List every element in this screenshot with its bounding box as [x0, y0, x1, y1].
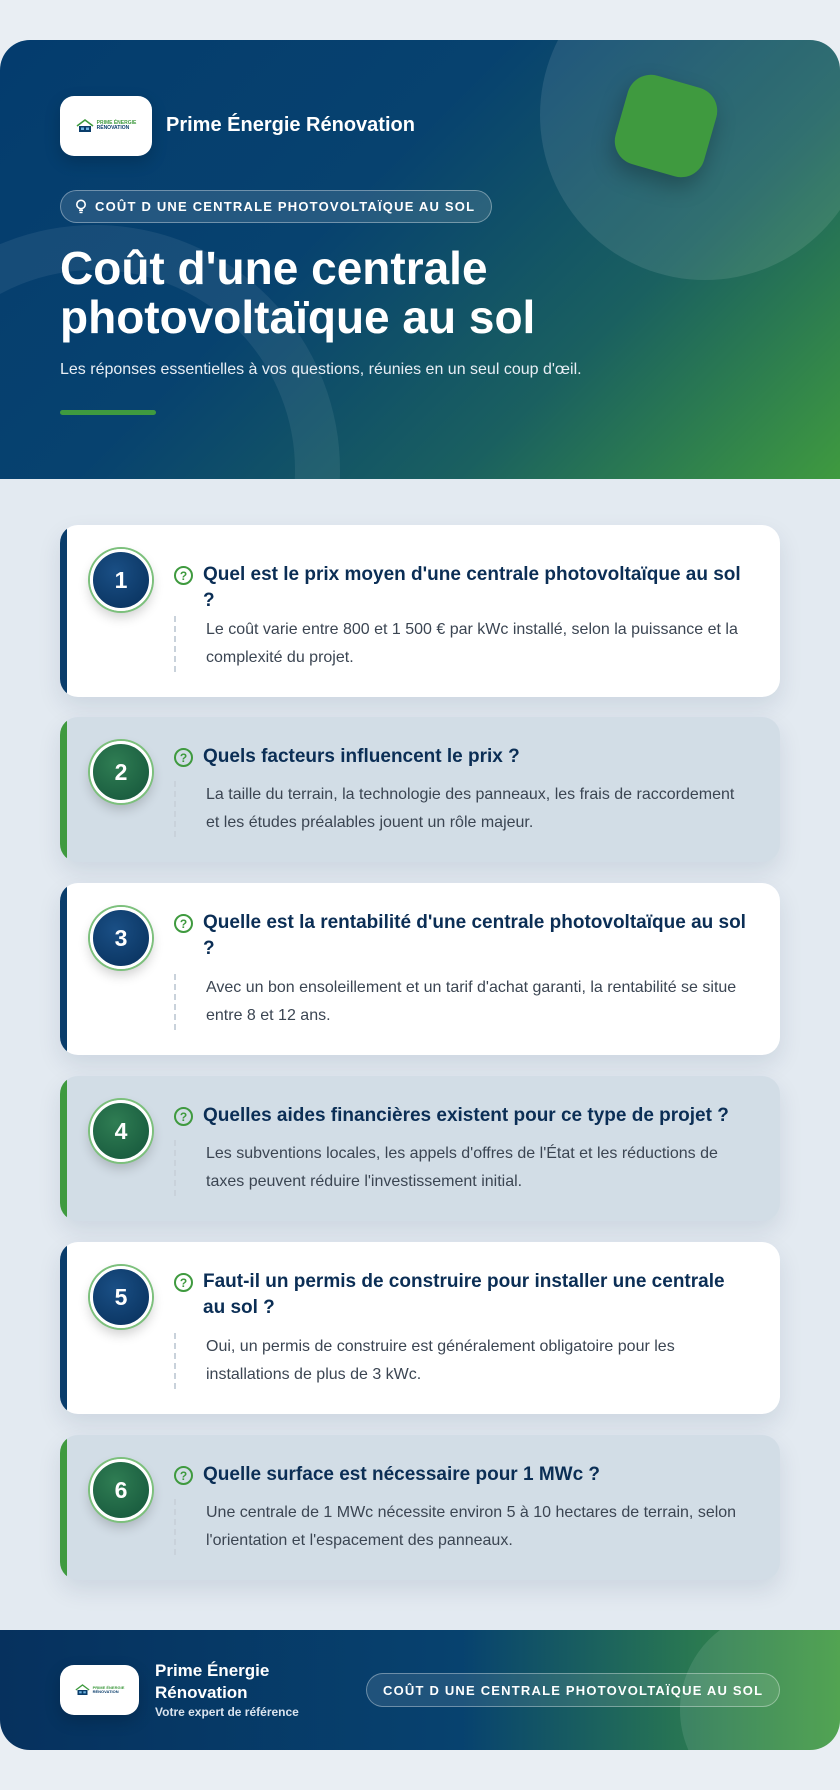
faq-number: 1	[90, 549, 152, 611]
faq-answer-text: Le coût varie entre 800 et 1 500 € par kWc installé, selon la puissance et la complexité du projet.	[206, 621, 738, 666]
faq-item-edge	[60, 525, 67, 697]
question-circle-icon: ?	[174, 1107, 193, 1126]
faq-answer-text: Oui, un permis de construire est généralement obligatoire pour les installations de plus de 3 kWc.	[206, 1338, 675, 1383]
logo-text-line1: PRIME ÉNERGIE	[96, 120, 137, 126]
faq-item	[60, 717, 780, 862]
infographic-card	[0, 40, 840, 1750]
faq-answer-text: Une centrale de 1 MWc nécessite environ 5 à 10 hectares de terrain, selon l'orientation et l'espacement des panneaux.	[206, 1504, 737, 1549]
faq-number: 5	[90, 1266, 152, 1328]
faq-item	[60, 883, 780, 1055]
faq-item-edge	[60, 1435, 67, 1580]
page-subtitle: Les réponses essentielles à vos questions, réunies en un seul coup d'œil.	[60, 361, 582, 378]
faq-number: 4	[90, 1100, 152, 1162]
faq-answer	[174, 1499, 750, 1555]
faq-question: Quelles aides financières existent pour ce type de projet ?	[203, 1105, 729, 1126]
footer-topic-badge-label: COÛT D UNE CENTRALE PHOTOVOLTAÏQUE AU SOL	[383, 1682, 764, 1698]
footer	[0, 1630, 840, 1750]
faq-answer	[174, 1333, 750, 1389]
footer-tagline: Votre expert de référence	[155, 1705, 299, 1719]
faq-number: 6	[90, 1459, 152, 1521]
faq-item	[60, 1435, 780, 1580]
logo-text-line2: RÉNOVATION	[96, 125, 130, 131]
faq-item-edge	[60, 717, 67, 862]
faq-item	[60, 1076, 780, 1221]
faq-question: Faut-il un permis de construire pour installer une centrale au sol ?	[203, 1271, 725, 1318]
lightbulb-icon	[75, 199, 87, 214]
faq-question: Quel est le prix moyen d'une centrale photovoltaïque au sol ?	[203, 564, 741, 611]
question-circle-icon: ?	[174, 748, 193, 767]
faq-answer	[174, 616, 750, 672]
faq-item-edge	[60, 1242, 67, 1414]
faq-item-edge	[60, 883, 67, 1055]
faq-answer	[174, 974, 750, 1030]
topic-badge-label: COÛT D UNE CENTRALE PHOTOVOLTAÏQUE AU SOL	[95, 199, 476, 214]
hero-section	[0, 40, 840, 479]
question-circle-icon: ?	[174, 1273, 193, 1292]
faq-answer	[174, 781, 750, 837]
topic-badge	[60, 190, 492, 223]
question-circle-icon: ?	[174, 914, 193, 933]
faq-answer-text: Avec un bon ensoleillement et un tarif d'achat garanti, la rentabilité se situe entre 8 et 12 ans.	[206, 979, 737, 1024]
house-logo-icon	[76, 119, 94, 133]
faq-question: Quels facteurs influencent le prix ?	[203, 746, 520, 767]
logo-text-line2: RÉNOVATION	[92, 1689, 119, 1694]
faq-answer-text: Les subventions locales, les appels d'offres de l'État et les réductions de taxes peuvent réduire l'investissement initial.	[206, 1145, 718, 1190]
house-logo-icon	[75, 1684, 90, 1696]
faq-answer-text: La taille du terrain, la technologie des panneaux, les frais de raccordement et les études préalables jouent un rôle majeur.	[206, 786, 735, 831]
faq-number: 3	[90, 907, 152, 969]
faq-number: 2	[90, 741, 152, 803]
accent-bar	[60, 410, 156, 415]
faq-question: Quelle surface est nécessaire pour 1 MWc ?	[203, 1464, 601, 1485]
logo-text-line1: PRIME ÉNERGIE	[92, 1685, 125, 1690]
faq-item	[60, 525, 780, 697]
brand-logo[interactable]	[60, 96, 152, 156]
page-title: Coût d'une centrale photovoltaïque au sol	[60, 242, 536, 343]
faq-item-edge	[60, 1076, 67, 1221]
footer-brand-logo[interactable]	[60, 1665, 139, 1715]
brand-name: Prime Énergie Rénovation	[166, 114, 415, 136]
footer-brand-name: Prime Énergie Rénovation	[155, 1661, 270, 1702]
question-circle-icon: ?	[174, 566, 193, 585]
faq-item	[60, 1242, 780, 1414]
faq-question: Quelle est la rentabilité d'une centrale photovoltaïque au sol ?	[203, 912, 746, 959]
question-circle-icon: ?	[174, 1466, 193, 1485]
faq-answer	[174, 1140, 750, 1196]
footer-topic-badge	[366, 1673, 780, 1707]
